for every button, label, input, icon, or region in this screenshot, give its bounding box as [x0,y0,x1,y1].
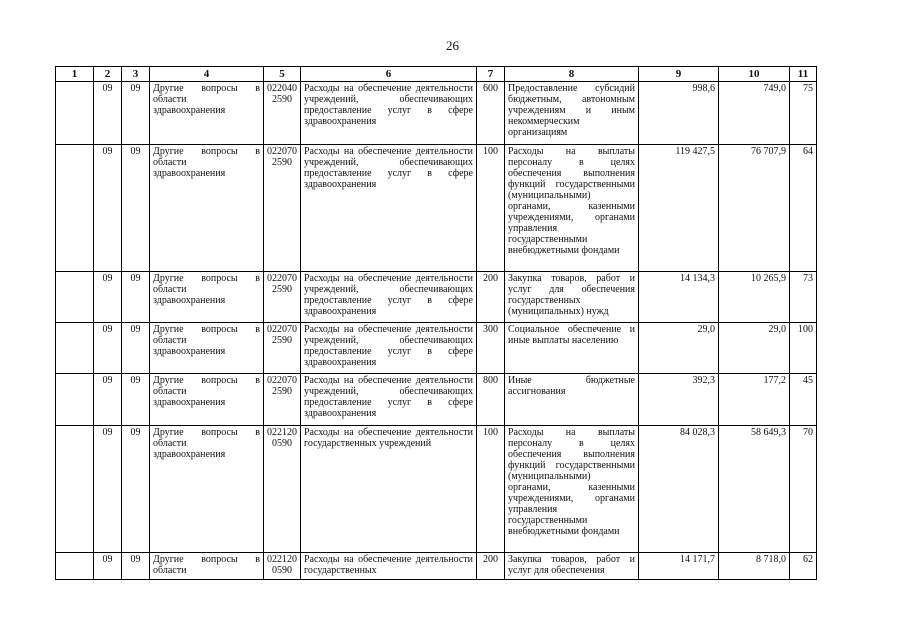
cell-target-code [264,553,301,580]
cell-planned: 29,0 [639,323,719,374]
cell-percent: 64 [790,145,817,272]
cell-section-name: Другие вопросы в области здравоохранения [150,374,264,426]
cell-planned: 119 427,5 [639,145,719,272]
target-code-part: 2590 [272,284,292,295]
cell-section: 09 [94,145,122,272]
cell-section: 09 [94,82,122,145]
cell-actual: 58 649,3 [719,426,790,553]
target-code-part: 022040 [267,83,297,94]
cell-empty [56,145,94,272]
target-code-part: 022070 [267,273,297,284]
cell-percent: 45 [790,374,817,426]
cell-target-name: Расходы на обеспечение деятельности учреждений, обеспечивающих предоставление услуг в сфере здравоохранения [301,374,477,426]
column-header: 11 [790,67,817,82]
cell-target-code [264,82,301,145]
cell-target-name: Расходы на обеспечение деятельности учреждений, обеспечивающих предоставление услуг в сфере здравоохранения [301,272,477,323]
cell-expense-name: Предоставление субсидий бюджетным, автономным учреждениям и иным некоммерческим организациям [505,82,639,145]
cell-subsection: 09 [122,374,150,426]
cell-expense-type: 300 [477,323,505,374]
cell-section: 09 [94,323,122,374]
cell-section-name: Другие вопросы в области здравоохранения [150,145,264,272]
target-code-part: 2590 [272,386,292,397]
cell-subsection: 09 [122,272,150,323]
table-row [56,426,817,553]
cell-percent: 100 [790,323,817,374]
target-code-part: 2590 [272,157,292,168]
cell-target-name: Расходы на обеспечение деятельности учреждений, обеспечивающих предоставление услуг в сфере здравоохранения [301,145,477,272]
table-row [56,272,817,323]
cell-empty [56,374,94,426]
target-code-part: 0590 [272,438,292,449]
cell-expense-name: Закупка товаров, работ и услуг для обеспечения государственных (муниципальных) нужд [505,272,639,323]
target-code-part: 022070 [267,324,297,335]
cell-target-code [264,426,301,553]
cell-target-code [264,374,301,426]
page-number: 26 [446,38,459,53]
cell-section: 09 [94,272,122,323]
cell-empty [56,426,94,553]
column-header: 6 [301,67,477,82]
cell-section-name: Другие вопросы в области здравоохранения [150,426,264,553]
cell-expense-type: 200 [477,553,505,580]
column-header: 9 [639,67,719,82]
column-header: 1 [56,67,94,82]
column-header: 7 [477,67,505,82]
cell-section: 09 [94,374,122,426]
cell-section-name: Другие вопросы в области [150,553,264,580]
column-header: 5 [264,67,301,82]
cell-expense-name: Расходы на выплаты персоналу в целях обеспечения выполнения функций государственными (муниципальными) органами, казенными учреждениями, органами управления государственными внебюджетными фондами [505,426,639,553]
table-row [56,82,817,145]
cell-section: 09 [94,553,122,580]
cell-target-code [264,323,301,374]
column-header: 10 [719,67,790,82]
cell-section-name: Другие вопросы в области здравоохранения [150,82,264,145]
cell-planned: 998,6 [639,82,719,145]
table-row [56,323,817,374]
target-code-part: 2590 [272,94,292,105]
cell-subsection: 09 [122,426,150,553]
target-code-part: 022070 [267,146,297,157]
cell-actual: 76 707,9 [719,145,790,272]
table-row [56,553,817,580]
cell-actual: 10 265,9 [719,272,790,323]
table-row [56,145,817,272]
cell-planned: 84 028,3 [639,426,719,553]
target-code-part: 022070 [267,375,297,386]
cell-expense-type: 800 [477,374,505,426]
budget-table [55,66,817,580]
cell-empty [56,82,94,145]
table-row [56,374,817,426]
cell-percent: 73 [790,272,817,323]
cell-percent: 75 [790,82,817,145]
cell-percent: 70 [790,426,817,553]
cell-expense-type: 100 [477,145,505,272]
cell-subsection: 09 [122,553,150,580]
cell-subsection: 09 [122,145,150,272]
cell-expense-name: Социальное обеспечение и иные выплаты населению [505,323,639,374]
cell-expense-name: Иные бюджетные ассигнования [505,374,639,426]
column-header: 8 [505,67,639,82]
cell-subsection: 09 [122,323,150,374]
cell-target-name: Расходы на обеспечение деятельности государственных учреждений [301,426,477,553]
cell-expense-type: 600 [477,82,505,145]
target-code-part: 022120 [267,554,297,565]
cell-actual: 29,0 [719,323,790,374]
column-header: 3 [122,67,150,82]
target-code-part: 2590 [272,335,292,346]
cell-actual: 8 718,0 [719,553,790,580]
cell-empty [56,553,94,580]
cell-target-name: Расходы на обеспечение деятельности учреждений, обеспечивающих предоставление услуг в сфере здравоохранения [301,323,477,374]
cell-subsection: 09 [122,82,150,145]
cell-planned: 14 134,3 [639,272,719,323]
cell-section-name: Другие вопросы в области здравоохранения [150,272,264,323]
cell-actual: 177,2 [719,374,790,426]
cell-target-code [264,272,301,323]
cell-expense-name: Закупка товаров, работ и услуг для обеспечения [505,553,639,580]
target-code-part: 0590 [272,565,292,576]
cell-planned: 392,3 [639,374,719,426]
table-header-row [56,67,817,82]
target-code-part: 022120 [267,427,297,438]
cell-section-name: Другие вопросы в области здравоохранения [150,323,264,374]
cell-target-name: Расходы на обеспечение деятельности государственных [301,553,477,580]
cell-empty [56,272,94,323]
cell-section: 09 [94,426,122,553]
cell-expense-name: Расходы на выплаты персоналу в целях обеспечения выполнения функций государственными (муниципальными) органами, казенными учреждениями, органами управления государственными внебюджетными фондами [505,145,639,272]
column-header: 4 [150,67,264,82]
cell-target-name: Расходы на обеспечение деятельности учреждений, обеспечивающих предоставление услуг в сфере здравоохранения [301,82,477,145]
cell-expense-type: 100 [477,426,505,553]
column-header: 2 [94,67,122,82]
cell-empty [56,323,94,374]
cell-actual: 749,0 [719,82,790,145]
cell-percent: 62 [790,553,817,580]
cell-expense-type: 200 [477,272,505,323]
cell-target-code [264,145,301,272]
cell-planned: 14 171,7 [639,553,719,580]
